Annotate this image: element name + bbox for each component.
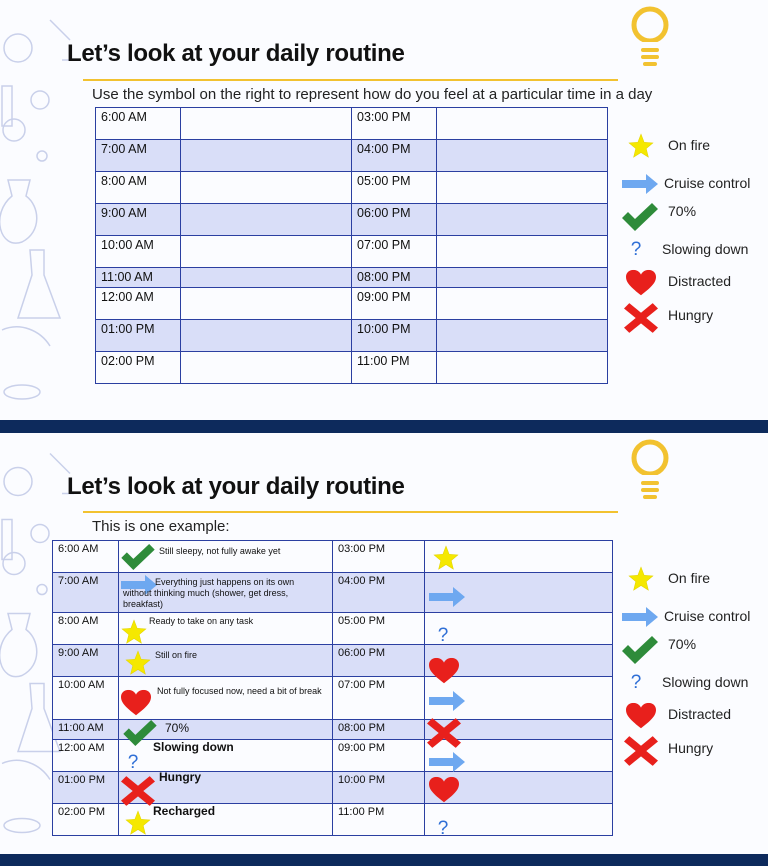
legend-label: 70% xyxy=(668,203,697,219)
symbol-cell[interactable] xyxy=(425,613,613,645)
table-row xyxy=(53,573,613,613)
symbol-cell[interactable] xyxy=(437,288,608,320)
legend-label: 70% xyxy=(668,636,697,652)
activity-note: 70% xyxy=(165,721,190,735)
slide-example-routine xyxy=(0,433,768,854)
symbol-cell[interactable] xyxy=(181,268,352,288)
activity-note: Everything just happens on its own without thinking much (shower, get dress, breakfast) xyxy=(123,577,295,609)
star-icon xyxy=(433,545,459,571)
table-row xyxy=(53,720,613,740)
time-cell: 11:00 PM xyxy=(333,804,425,836)
table-row xyxy=(96,352,608,384)
symbol-cell[interactable] xyxy=(181,320,352,352)
time-cell: 02:00 PM xyxy=(53,804,119,836)
activity-cell[interactable] xyxy=(119,677,333,720)
symbol-cell[interactable] xyxy=(181,140,352,172)
time-cell: 10:00 AM xyxy=(53,677,119,720)
symbol-cell[interactable] xyxy=(437,268,608,288)
arrow-icon xyxy=(622,174,658,194)
table-row xyxy=(96,204,608,236)
activity-note: Not fully focused now, need a bit of break xyxy=(157,686,322,696)
table-row xyxy=(96,288,608,320)
time-cell: 03:00 PM xyxy=(352,108,437,140)
slide-title: Let’s look at your daily routine xyxy=(67,473,405,500)
time-cell: 10:00 PM xyxy=(333,772,425,804)
time-cell: 04:00 PM xyxy=(352,140,437,172)
legend-item-70-percent xyxy=(622,199,768,225)
legend-item-70-percent xyxy=(622,632,768,658)
symbol-cell[interactable] xyxy=(425,677,613,720)
legend-item-slowing-down xyxy=(622,670,768,696)
table-row xyxy=(96,140,608,172)
check-icon xyxy=(622,203,658,231)
arrow-icon xyxy=(429,587,465,607)
time-cell: 11:00 AM xyxy=(96,268,181,288)
symbol-cell[interactable] xyxy=(181,204,352,236)
activity-note: Ready to take on any task xyxy=(149,616,254,626)
legend-item-on-fire xyxy=(622,566,768,592)
time-cell: 06:00 PM xyxy=(352,204,437,236)
time-cell: 10:00 AM xyxy=(96,236,181,268)
time-cell: 9:00 AM xyxy=(53,645,119,677)
legend-label: Distracted xyxy=(668,273,732,289)
legend-label: Distracted xyxy=(668,706,732,722)
table-row xyxy=(53,613,613,645)
activity-note: Slowing down xyxy=(153,740,234,754)
symbol-cell[interactable] xyxy=(437,320,608,352)
time-cell: 05:00 PM xyxy=(333,613,425,645)
legend-item-hungry xyxy=(622,303,768,329)
table-row xyxy=(53,541,613,573)
star-icon xyxy=(121,619,147,645)
symbol-cell[interactable] xyxy=(425,720,613,740)
question-icon xyxy=(435,816,451,838)
symbol-cell[interactable] xyxy=(181,288,352,320)
table-row xyxy=(53,645,613,677)
arrow-icon xyxy=(429,691,465,711)
footer-bar xyxy=(0,854,768,866)
activity-note: Still on fire xyxy=(155,650,198,660)
footer-bar xyxy=(0,420,768,433)
activity-cell[interactable] xyxy=(119,740,333,772)
time-cell: 6:00 AM xyxy=(96,108,181,140)
symbol-cell[interactable] xyxy=(181,236,352,268)
time-cell: 11:00 PM xyxy=(352,352,437,384)
question-icon xyxy=(628,670,644,692)
symbol-cell[interactable] xyxy=(437,236,608,268)
time-cell: 09:00 PM xyxy=(333,740,425,772)
legend-item-cruise-control xyxy=(622,171,768,197)
time-cell: 11:00 AM xyxy=(53,720,119,740)
time-cell: 10:00 PM xyxy=(352,320,437,352)
question-icon xyxy=(628,237,644,259)
symbol-cell[interactable] xyxy=(181,352,352,384)
routine-table xyxy=(95,107,608,384)
symbol-cell[interactable] xyxy=(181,172,352,204)
activity-note: Recharged xyxy=(153,804,216,818)
arrow-icon xyxy=(622,607,658,627)
time-cell: 04:00 PM xyxy=(333,573,425,613)
time-cell: 09:00 PM xyxy=(352,288,437,320)
time-cell: 7:00 AM xyxy=(53,573,119,613)
legend-item-on-fire xyxy=(622,133,768,159)
legend-label: Slowing down xyxy=(662,674,749,690)
activity-cell[interactable] xyxy=(119,772,333,804)
legend-item-distracted xyxy=(622,269,768,295)
heart-icon xyxy=(429,776,459,804)
time-cell: 06:00 PM xyxy=(333,645,425,677)
legend-label: On fire xyxy=(668,137,711,153)
legend-label: Hungry xyxy=(668,740,714,756)
question-icon xyxy=(435,623,451,645)
activity-cell[interactable] xyxy=(119,573,333,613)
symbol-cell[interactable] xyxy=(437,352,608,384)
check-icon xyxy=(121,544,155,570)
legend-label: Cruise control xyxy=(664,175,751,191)
activity-cell[interactable] xyxy=(119,720,333,740)
legend-item-slowing-down xyxy=(622,237,768,263)
table-row xyxy=(53,804,613,836)
star-icon xyxy=(125,810,151,836)
title-underline xyxy=(83,511,618,513)
table-row xyxy=(96,320,608,352)
title-underline xyxy=(83,79,618,81)
lightbulb-icon xyxy=(630,6,670,72)
cross-icon xyxy=(121,776,155,806)
time-cell: 01:00 PM xyxy=(53,772,119,804)
symbol-cell[interactable] xyxy=(181,108,352,140)
star-icon xyxy=(628,133,654,159)
time-cell: 12:00 AM xyxy=(96,288,181,320)
slide-blank-routine xyxy=(0,0,768,420)
symbol-cell[interactable] xyxy=(437,108,608,140)
table-row xyxy=(96,172,608,204)
legend-label: Slowing down xyxy=(662,241,749,257)
table-row xyxy=(53,677,613,720)
table-row xyxy=(53,740,613,772)
time-cell: 9:00 AM xyxy=(96,204,181,236)
legend-label: On fire xyxy=(668,570,711,586)
symbol-cell[interactable] xyxy=(425,804,613,836)
activity-cell[interactable] xyxy=(119,541,333,573)
time-cell: 02:00 PM xyxy=(96,352,181,384)
time-cell: 08:00 PM xyxy=(352,268,437,288)
time-cell: 01:00 PM xyxy=(96,320,181,352)
symbol-cell[interactable] xyxy=(437,204,608,236)
example-caption: This is one example: xyxy=(92,518,230,535)
time-cell: 08:00 PM xyxy=(333,720,425,740)
time-cell: 8:00 AM xyxy=(53,613,119,645)
legend-label: Hungry xyxy=(668,307,714,323)
table-row xyxy=(96,268,608,288)
activity-cell[interactable] xyxy=(119,804,333,836)
symbol-cell[interactable] xyxy=(437,140,608,172)
cross-icon xyxy=(624,736,658,766)
question-icon xyxy=(125,750,141,772)
table-row xyxy=(96,236,608,268)
activity-note: Still sleepy, not fully awake yet xyxy=(159,546,281,556)
star-icon xyxy=(125,650,151,676)
instruction-text: Use the symbol on the right to represent how do you feel at a particular time in a day xyxy=(92,86,653,103)
legend-item-hungry xyxy=(622,736,768,762)
lightbulb-icon xyxy=(630,439,670,505)
heart-icon xyxy=(121,689,151,717)
heart-icon xyxy=(626,702,656,730)
cross-icon xyxy=(624,303,658,333)
time-cell: 6:00 AM xyxy=(53,541,119,573)
time-cell: 05:00 PM xyxy=(352,172,437,204)
legend-label: Cruise control xyxy=(664,608,751,624)
activity-cell[interactable] xyxy=(119,613,333,645)
symbol-cell[interactable] xyxy=(437,172,608,204)
check-icon xyxy=(622,636,658,664)
time-cell: 8:00 AM xyxy=(96,172,181,204)
star-icon xyxy=(628,566,654,592)
symbol-cell[interactable] xyxy=(425,541,613,573)
symbol-cell[interactable] xyxy=(425,645,613,677)
time-cell: 12:00 AM xyxy=(53,740,119,772)
slide-title: Let’s look at your daily routine xyxy=(67,40,405,67)
table-row xyxy=(96,108,608,140)
heart-icon xyxy=(626,269,656,297)
table-row xyxy=(53,772,613,804)
arrow-icon xyxy=(429,752,465,772)
symbol-cell[interactable] xyxy=(425,740,613,772)
symbol-cell[interactable] xyxy=(425,573,613,613)
example-routine-table xyxy=(52,540,613,836)
legend-item-cruise-control xyxy=(622,604,768,630)
time-cell: 07:00 PM xyxy=(333,677,425,720)
time-cell: 03:00 PM xyxy=(333,541,425,573)
activity-note: Hungry xyxy=(159,770,201,784)
legend-item-distracted xyxy=(622,702,768,728)
time-cell: 07:00 PM xyxy=(352,236,437,268)
time-cell: 7:00 AM xyxy=(96,140,181,172)
symbol-cell[interactable] xyxy=(425,772,613,804)
activity-cell[interactable] xyxy=(119,645,333,677)
